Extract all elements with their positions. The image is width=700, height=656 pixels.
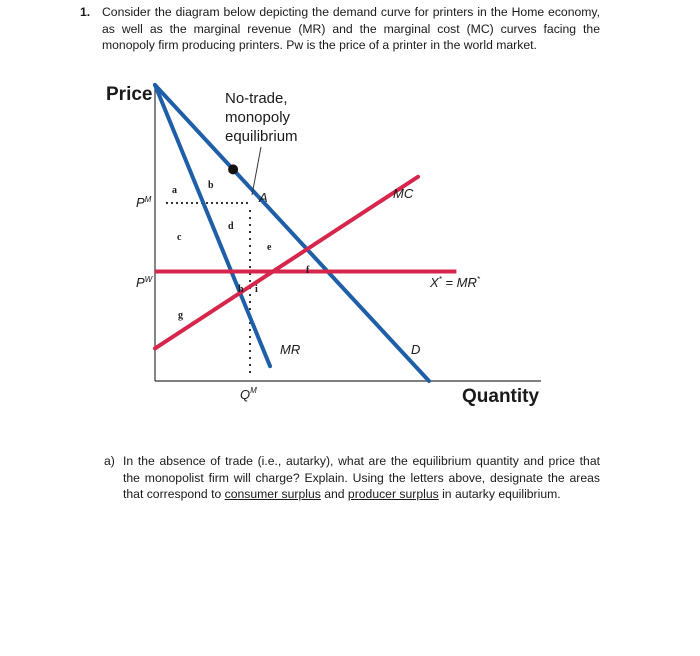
consumer-surplus-term: consumer surplus — [224, 487, 321, 501]
question-a-number: a) — [104, 454, 115, 468]
question-a-text: In the absence of trade (i.e., autarky), what are the equilibrium quantity and price that the monopolist firm will charge? Explain. Using the letters above, designate the areas that correspond to consumer surplus and producer surplus in autarky equilibrium. — [123, 454, 600, 501]
point-a-marker — [228, 164, 238, 174]
annotation-pointer — [252, 147, 261, 195]
point-a-label: A — [259, 190, 268, 205]
annotation-line-1: No-trade, — [225, 90, 288, 107]
area-f-label: f — [306, 265, 310, 276]
producer-surplus-term: producer surplus — [347, 487, 439, 501]
area-g-label: g — [178, 310, 183, 321]
mr-label: MR — [280, 342, 301, 357]
area-i-label: i — [255, 284, 258, 295]
annotation-line-2: monopoly — [225, 109, 291, 126]
area-h-label: h — [238, 284, 244, 295]
area-c-label: c — [177, 232, 182, 243]
area-d-label: d — [228, 221, 234, 232]
area-e-label: e — [267, 242, 272, 253]
mc-label: MC — [393, 186, 414, 201]
area-b-label: b — [208, 180, 214, 191]
xmr-label: X* = MR* — [430, 275, 480, 290]
question-a — [104, 453, 600, 503]
demand-label: D — [411, 342, 421, 357]
question-text: Consider the diagram below depicting the demand curve for printers in the Home economy, as well as the marginal revenue (MR) and the marginal cost (MC) curves facing the monopoly firm producing printers. Pw is the price of a printer in the world market. — [102, 5, 600, 52]
qm-label: $Q^M$ — [240, 386, 257, 402]
quantity-axis-label: Quantity — [462, 386, 540, 407]
annotation-line-3: equilibrium — [225, 128, 298, 145]
area-a-label: a — [172, 185, 177, 196]
mc-curve — [155, 177, 418, 349]
price-axis-label: Price — [106, 84, 153, 105]
question-number: 1. — [80, 5, 91, 19]
pm-label: $P^M$ — [136, 195, 152, 210]
pw-label: $P^W$ — [136, 275, 153, 290]
